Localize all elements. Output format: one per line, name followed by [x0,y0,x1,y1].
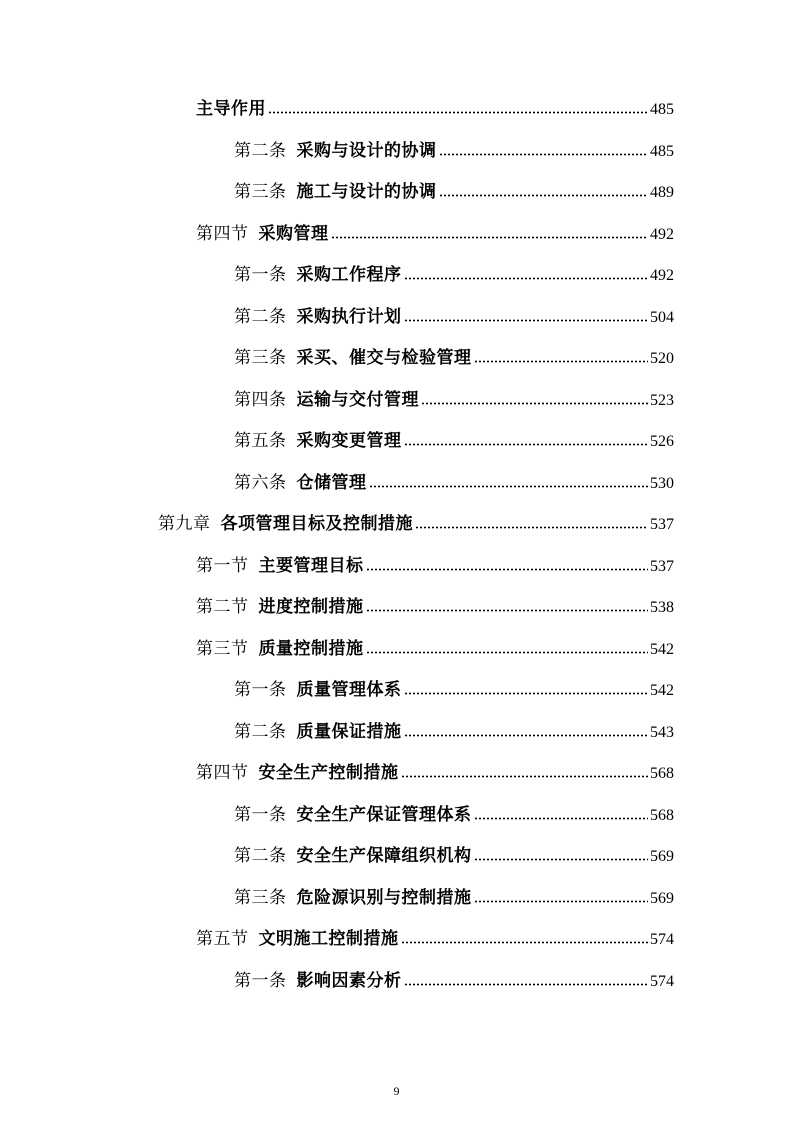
table-of-contents [0,89,793,1002]
toc-entry-title: 运输与交付管理 [296,389,419,410]
toc-entry-number: 第九章 [158,514,211,535]
toc-entry-content [196,765,674,782]
dot-leader [474,858,649,861]
dot-leader [474,360,649,363]
toc-entry-title: 危险源识别与控制措施 [296,887,472,908]
toc-entry[interactable] [0,463,793,505]
toc-entry[interactable] [0,919,793,961]
toc-entry-content [234,184,674,201]
toc-entry-page-number: 569 [650,848,674,866]
toc-entry-title: 文明施工控制措施 [258,929,399,950]
toc-entry-number: 第一节 [196,555,249,576]
toc-entry-content [234,721,674,742]
toc-entry[interactable] [0,961,793,1003]
dot-leader [439,153,649,156]
dot-leader [401,775,649,778]
toc-entry-number: 第一条 [234,804,287,825]
dot-leader [404,277,649,280]
toc-entry[interactable] [0,504,793,546]
page-number: 9 [393,1084,400,1098]
toc-entry-content [234,848,674,865]
toc-entry-number: 第一条 [234,970,287,991]
toc-entry-number: 第三节 [196,638,249,659]
toc-entry[interactable] [0,214,793,256]
toc-entry-title: 采购与设计的协调 [296,140,437,161]
dot-leader [474,817,649,820]
toc-entry-title: 质量保证措施 [296,721,402,742]
toc-entry-content [234,433,674,450]
toc-entry-content [196,931,674,948]
dot-leader [404,734,649,737]
toc-entry-title: 安全生产控制措施 [258,763,399,784]
dot-leader [404,983,649,986]
toc-entry-title: 主要管理目标 [258,555,364,576]
toc-entry-page-number: 543 [650,723,674,741]
toc-entry-content [234,267,674,284]
toc-entry-content [196,638,674,659]
toc-entry-number: 第四节 [196,223,249,244]
dot-leader [401,941,649,944]
toc-entry-content [196,599,674,616]
toc-entry[interactable] [0,297,793,339]
toc-entry-title: 进度控制措施 [258,597,364,618]
toc-entry-title: 各项管理目标及控制措施 [220,514,413,535]
toc-entry[interactable] [0,878,793,920]
toc-entry-content [158,516,674,533]
toc-entry-content [234,887,674,908]
toc-entry[interactable] [0,172,793,214]
dot-leader [366,651,649,654]
toc-entry-number: 第二条 [234,846,287,867]
toc-entry-page-number: 574 [650,972,674,990]
toc-entry[interactable] [0,670,793,712]
dot-leader [366,609,649,612]
toc-entry[interactable] [0,587,793,629]
toc-entry-number: 第四节 [196,763,249,784]
toc-entry-page-number: 489 [650,184,674,202]
dot-leader [268,111,648,114]
toc-entry-number: 第三条 [234,887,287,908]
toc-entry-title: 安全生产保证管理体系 [296,804,472,825]
toc-entry-content [234,682,674,699]
toc-entry-page-number: 523 [650,391,674,409]
toc-entry-page-number: 569 [650,889,674,907]
toc-entry-title: 安全生产保障组织机构 [296,846,472,867]
toc-entry-page-number: 492 [650,225,674,243]
toc-entry-page-number: 574 [650,931,674,949]
toc-entry-number: 第一条 [234,680,287,701]
toc-entry-title: 施工与设计的协调 [296,182,437,203]
dot-leader [404,319,649,322]
toc-entry-title: 主导作用 [196,99,266,120]
dot-leader [474,900,649,903]
toc-entry-page-number: 542 [650,640,674,658]
toc-entry-title: 影响因素分析 [296,970,402,991]
toc-entry-number: 第五条 [234,431,287,452]
dot-leader [404,443,649,446]
toc-entry-title: 采购变更管理 [296,431,402,452]
toc-entry-number: 第二条 [234,306,287,327]
dot-leader [331,236,649,239]
dot-leader [415,526,648,529]
dot-leader [439,194,649,197]
toc-entry-page-number: 568 [650,806,674,824]
dot-leader [369,485,649,488]
toc-entry-page-number: 537 [650,516,674,534]
toc-entry[interactable] [0,421,793,463]
toc-entry-page-number: 537 [650,557,674,575]
toc-entry[interactable] [0,338,793,380]
toc-entry-number: 第一条 [234,265,287,286]
toc-entry[interactable] [0,836,793,878]
toc-entry-number: 第五节 [196,929,249,950]
toc-entry-title: 仓储管理 [296,472,367,493]
dot-leader [421,402,648,405]
toc-entry-content [234,140,674,161]
toc-entry[interactable] [0,89,793,131]
toc-entry-number: 第三条 [234,348,287,369]
dot-leader [366,568,649,571]
toc-entry[interactable] [0,131,793,173]
toc-entry-title: 采购管理 [258,223,329,244]
toc-entry-content [196,555,674,576]
toc-entry-page-number: 492 [650,267,674,285]
toc-entry[interactable] [0,712,793,754]
toc-entry-page-number: 530 [650,474,674,492]
toc-entry[interactable] [0,753,793,795]
toc-entry-content [196,223,674,244]
toc-entry-content [234,804,674,825]
toc-entry-content [196,101,674,118]
dot-leader [404,692,649,695]
toc-entry[interactable] [0,546,793,588]
toc-entry-content [234,306,674,327]
toc-entry-page-number: 520 [650,350,674,368]
toc-entry-number: 第二节 [196,597,249,618]
toc-entry-number: 第六条 [234,472,287,493]
toc-entry-page-number: 485 [650,142,674,160]
toc-entry-title: 采购执行计划 [296,306,402,327]
toc-entry-content [234,350,674,367]
toc-entry-title: 质量管理体系 [296,680,402,701]
toc-entry-page-number: 542 [650,682,674,700]
toc-entry[interactable] [0,255,793,297]
toc-entry-content [234,389,674,410]
toc-entry[interactable] [0,380,793,422]
toc-entry-content [234,472,674,493]
toc-entry-page-number: 504 [650,308,674,326]
toc-entry-page-number: 538 [650,599,674,617]
toc-entry-page-number: 568 [650,765,674,783]
toc-entry-page-number: 485 [650,101,674,119]
toc-entry-title: 采购工作程序 [296,265,402,286]
toc-entry-content [234,970,674,991]
toc-entry-number: 第四条 [234,389,287,410]
toc-entry-number: 第二条 [234,140,287,161]
toc-entry-title: 质量控制措施 [258,638,364,659]
toc-entry[interactable] [0,629,793,671]
toc-entry[interactable] [0,795,793,837]
toc-entry-number: 第二条 [234,721,287,742]
toc-entry-number: 第三条 [234,182,287,203]
toc-entry-page-number: 526 [650,433,674,451]
toc-entry-title: 采买、催交与检验管理 [296,348,472,369]
